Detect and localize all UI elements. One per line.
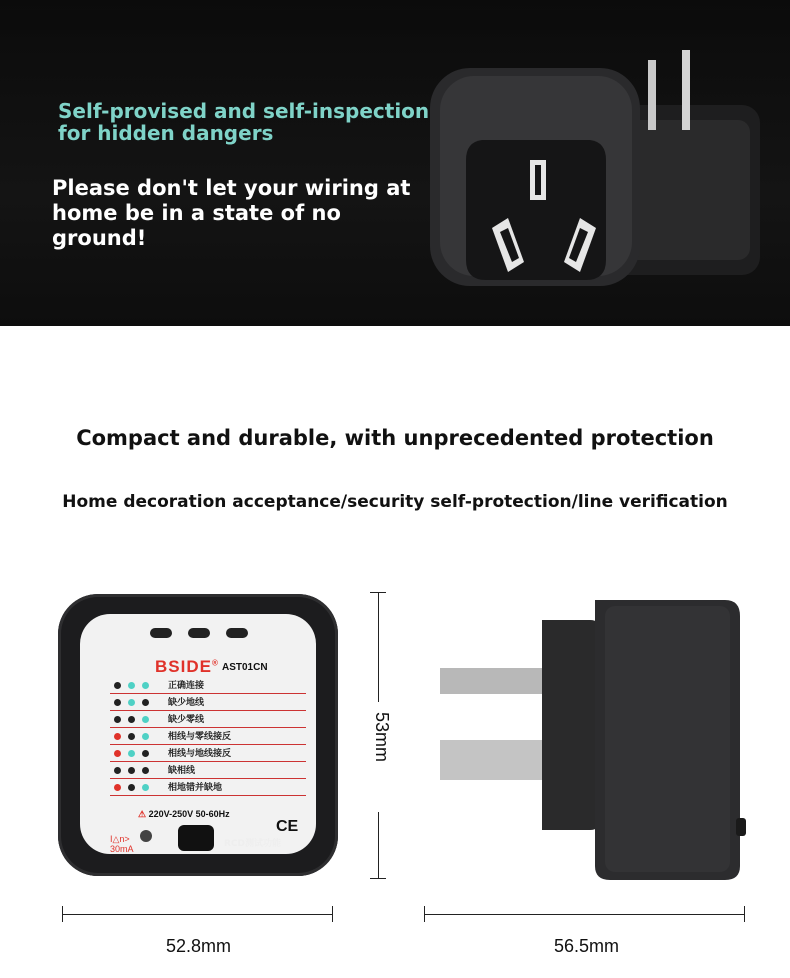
front-width-cap-left [62, 906, 63, 922]
rcd-test-button[interactable] [178, 825, 214, 851]
tagline-line-2: for hidden dangers [58, 121, 274, 145]
indication-label: 相线与零线接反 [168, 732, 232, 742]
tagline-line-1: Self-provised and self-inspection [58, 99, 430, 123]
tester-faceplate [80, 614, 316, 854]
hero-banner [0, 0, 790, 326]
led-off [142, 750, 149, 757]
hero-product-image [420, 40, 790, 300]
side-width-dimension-label: 56.5mm [554, 936, 620, 956]
rcd-test-label: RCD测试功能 [224, 839, 282, 849]
indication-label: 缺相线 [168, 766, 196, 776]
led-off [114, 699, 121, 706]
idn-label: I△n> 30mA [110, 834, 134, 854]
led-off [128, 733, 135, 740]
ce-mark: CE [276, 818, 299, 835]
indicator-row [110, 763, 306, 779]
socket-slot-left [150, 628, 172, 638]
height-dimension-cap-bottom [370, 878, 386, 879]
led-teal [128, 750, 135, 757]
led-teal [128, 699, 135, 706]
indicator-row [110, 695, 306, 711]
indicator-row [110, 678, 306, 694]
indicator-row [110, 746, 306, 762]
height-dimension-line-bottom [378, 812, 379, 878]
height-dimension-line-top [378, 592, 379, 702]
led-red [114, 784, 121, 791]
led-off [114, 682, 121, 689]
led-red [114, 733, 121, 740]
led-red [114, 750, 121, 757]
rcd-indicator-light [140, 830, 152, 842]
model-number: AST01CN [222, 662, 268, 673]
indication-label: 相线与地线接反 [168, 749, 232, 759]
hero-headline: Please don't let your wiring at home be in a state of no ground! [52, 176, 411, 250]
front-width-dimension-label: 52.8mm [166, 936, 232, 956]
tester-side-view [430, 580, 760, 900]
led-teal [142, 682, 149, 689]
socket-slot-right [226, 628, 248, 638]
side-width-dimension-line [424, 914, 744, 915]
led-off [142, 699, 149, 706]
section-title: Compact and durable, with unprecedented protection [76, 426, 714, 450]
led-off [114, 716, 121, 723]
indication-label: 缺少地线 [168, 698, 205, 708]
indicator-row [110, 712, 306, 728]
side-width-cap-left [424, 906, 425, 922]
side-width-cap-right [744, 906, 745, 922]
led-teal [142, 784, 149, 791]
indication-label: 正确连接 [168, 681, 205, 691]
indicator-row [110, 729, 306, 745]
led-off [142, 767, 149, 774]
led-off [128, 784, 135, 791]
voltage-rating: ⚠ 220V-250V 50-60Hz [138, 809, 230, 819]
tester-front-view [58, 594, 338, 876]
led-off [128, 716, 135, 723]
led-teal [142, 733, 149, 740]
height-dimension-cap-top [370, 592, 386, 593]
led-teal [142, 716, 149, 723]
front-width-dimension-line [62, 914, 332, 915]
led-off [114, 767, 121, 774]
section-subtitle: Home decoration acceptance/security self-protection/line verification [62, 492, 728, 512]
front-width-cap-right [332, 906, 333, 922]
led-teal [128, 682, 135, 689]
indication-label: 缺少零线 [168, 715, 205, 725]
hero-tagline [58, 100, 429, 144]
brand-logo: BSIDE® [155, 657, 219, 676]
warning-icon: ⚠ [138, 809, 147, 819]
led-off [128, 767, 135, 774]
socket-slot-middle [188, 628, 210, 638]
indication-label: 相地错并缺地 [168, 783, 223, 793]
height-dimension-label: 53mm [372, 712, 392, 763]
indicator-row [110, 780, 306, 796]
